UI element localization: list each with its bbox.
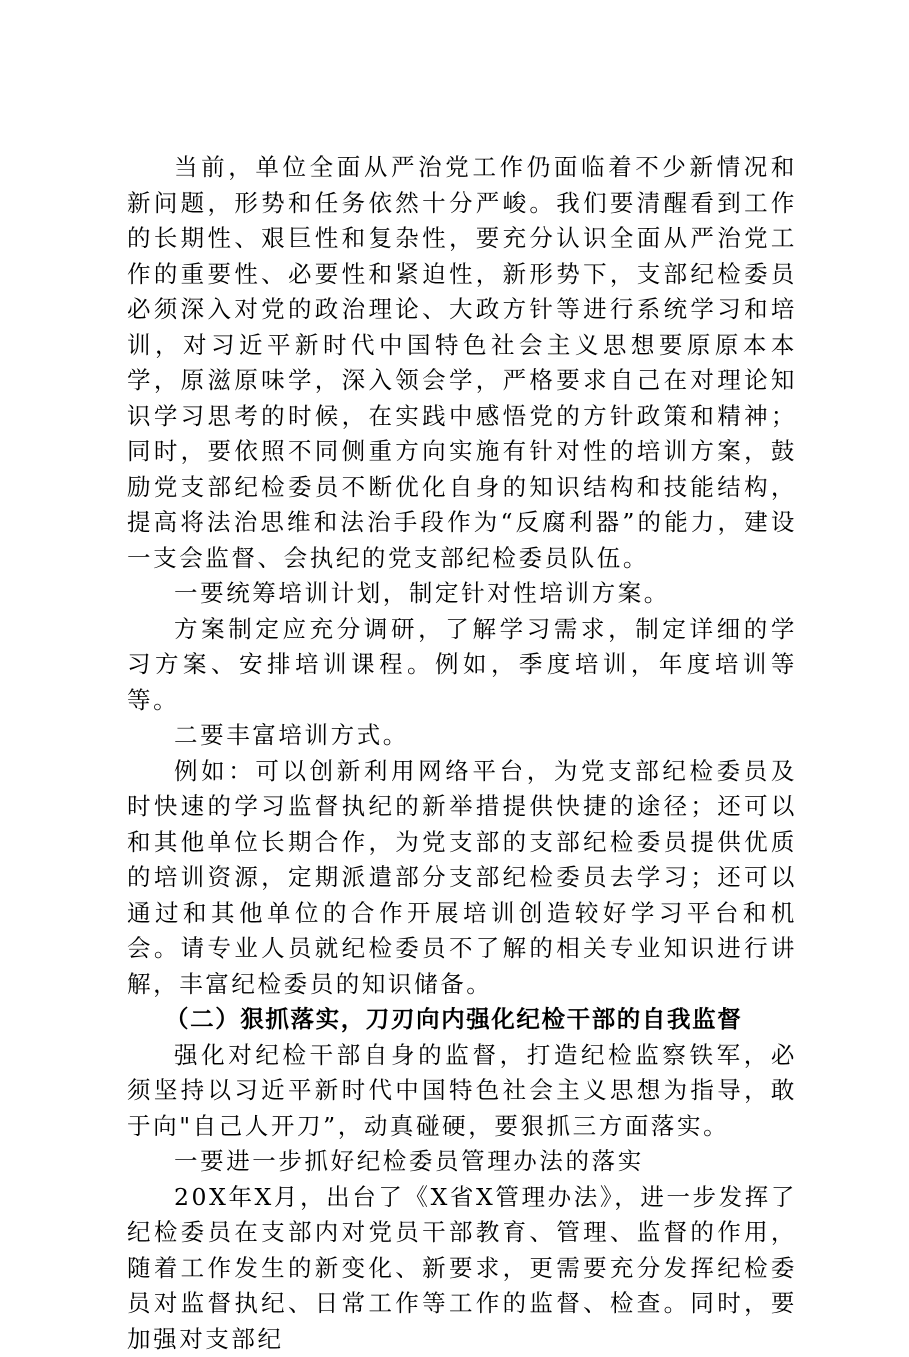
document-page [127, 150, 797, 1357]
section-intro-paragraph: 强化对纪检干部自身的监督，打造纪检监察铁军，必须坚持以习近平新时代中国特色社会主义思想为指导，敢于向"自己人开刀”，动真碰硬，要狠抓三方面落实。 [127, 1038, 797, 1145]
section-heading: （二）狠抓落实，刀刃向内强化纪检干部的自我监督 [127, 1002, 797, 1038]
intro-paragraph: 当前，单位全面从严治党工作仍面临着不少新情况和新问题，形势和任务依然十分严峻。我们要清醒看到工作的长期性、艰巨性和复杂性，要充分认识全面从严治党工作的重要性、必要性和紧迫性，新形势下，支部纪检委员必须深入对党的政治理论、大政方针等进行系统学习和培训，对习近平新时代中国特色社会主义思想要原原本本学，原滋原味学，深入领会学，严格要求自己在对理论知识学习思考的时候，在实践中感悟党的方针政策和精神；同时，要依照不同侧重方向实施有针对性的培训方案，鼓励党支部纪检委员不断优化自身的知识结构和技能结构，提高将法治思维和法治手段作为“反腐利器”的能力，建设一支会监督、会执纪的党支部纪检委员队伍。 [127, 150, 797, 576]
point-two-body: 例如：可以创新利用网络平台，为党支部纪检委员及时快速的学习监督执纪的新举措提供快捷的途径；还可以和其他单位长期合作，为党支部的支部纪检委员提供优质的培训资源，定期派遣部分支部纪检委员去学习；还可以通过和其他单位的合作开展培训创造较好学习平台和机会。请专业人员就纪检委员不了解的相关专业知识进行讲解，丰富纪检委员的知识储备。 [127, 754, 797, 1003]
point-one-body: 方案制定应充分调研，了解学习需求，制定详细的学习方案、安排培训课程。例如，季度培训，年度培训等等。 [127, 612, 797, 719]
subpoint-body: 20X年X月，出台了《X省X管理办法》，进一步发挥了纪检委员在支部内对党员干部教育、管理、监督的作用，随着工作发生的新变化、新要求，更需要充分发挥纪检委员对监督执纪、日常工作等工作的监督、检查。同时，要加强对支部纪 [127, 1180, 797, 1357]
subpoint-heading: 一要进一步抓好纪检委员管理办法的落实 [127, 1144, 797, 1180]
point-one-heading: 一要统筹培训计划，制定针对性培训方案。 [127, 576, 797, 612]
point-two-heading: 二要丰富培训方式。 [127, 718, 797, 754]
